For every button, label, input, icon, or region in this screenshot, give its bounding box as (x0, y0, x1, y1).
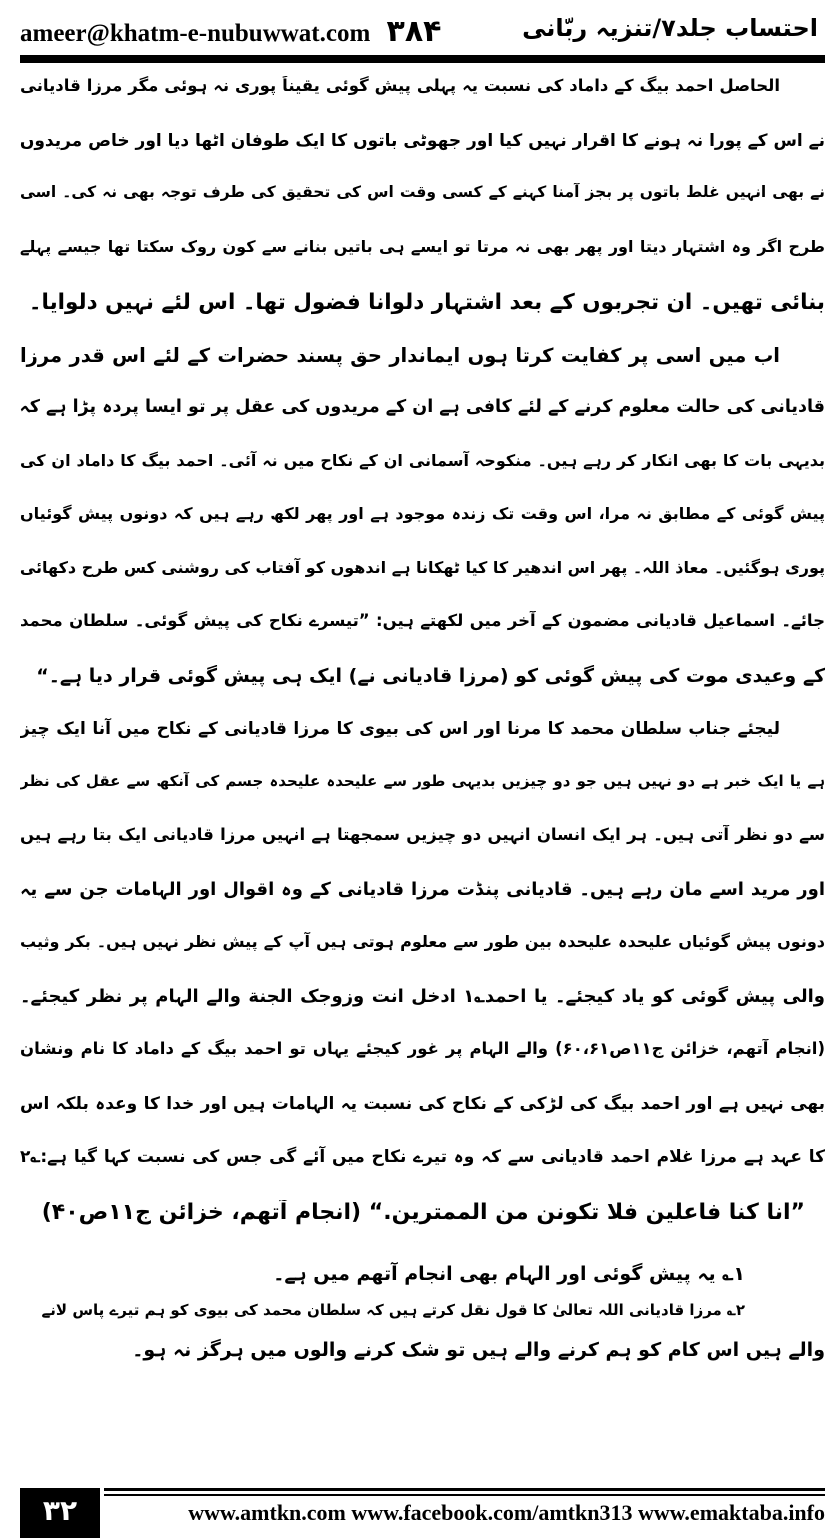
text-line: اور مرید اسے مان رہے ہیں۔ قادیانی پنڈت مرزا قادیانی کے وہ اقوال اور الہامات جن سے یہ (20, 878, 825, 900)
text-line: بھی نہیں ہے اور احمد بیگ کی لڑکی کے نکاح کی نسبت یہ الہامات ہیں اور خدا کا وعدہ بلکہ اس (20, 1093, 825, 1114)
text-line: پیش گوئی کے مطابق نہ مرا، اس وقت تک زندہ موجود ہے اور پھر لکھ رہے ہیں کہ دونوں پیش گوئیاں (20, 504, 825, 523)
text-line: نے اس کے پورا نہ ہونے کا اقرار نہیں کیا اور جھوٹی باتوں کا ایک طوفان اٹھا دیا اور خاص مریدوں (20, 130, 825, 151)
text-line: قادیانی کی حالت معلوم کرنے کے لئے کافی ہے ان کے مریدوں کی عقل پر تو ایسا پردہ پڑا ہے کہ (20, 397, 825, 417)
text-line: (انجام آتھم، خزائن ج۱۱ص۶۰،۶۱) والے الہام پر غور کیجئے یہاں تو احمد بیگ کے داماد کا نام ونشان (20, 1039, 825, 1058)
footer-rule (104, 1494, 825, 1496)
text-line: کا عہد ہے مرزا غلام احمد قادیانی سے کہ وہ تیرے نکاح میں آئے گی جس کی نسبت کہا گیا ہے:؎۲ (20, 1147, 825, 1167)
footnote-2: ۲؎ مرزا قادیانی اللہ تعالیٰ کا قول نقل کرتے ہیں کہ سلطان محمد کی بیوی کو ہم تیرے پاس لانے (41, 1301, 745, 1319)
page-footer (20, 1488, 825, 1538)
text-line: ہے یا ایک خبر ہے دو نہیں ہیں جو دو چیزیں بدیہی طور سے علیحدہ علیحدہ جسم کی آنکھ سے عقل کی نظر (20, 771, 825, 790)
header-rule (20, 55, 825, 63)
text-line: سے دو نظر آتی ہیں۔ ہر ایک انسان انہیں دو چیزیں سمجھتا ہے انہیں مرزا قادیانی ایک بتا رہے ہیں (20, 825, 825, 844)
footer-rule (104, 1488, 825, 1491)
text-line: اب میں اسی پر کفایت کرتا ہوں ایماندار حق پسند حضرات کے لئے اس قدر مرزا (20, 343, 780, 367)
footnote-2-continued: والے ہیں اس کام کو ہم کرنے والے ہیں تو شک کرنے والوں میں ہرگز نہ ہو۔ (132, 1339, 825, 1361)
header-email: ameer@khatm-e-nubuwwat.com (20, 20, 371, 47)
text-line: نے بھی انہیں غلط باتوں پر بجز آمنا کہنے کے کسی وقت اس کی تحقیق کی طرف توجہ بھی نہ کی۔ اسی (20, 183, 825, 201)
footnote-1: ۱؎ یہ پیش گوئی اور الہام بھی انجام آتھم میں ہے۔ (273, 1263, 745, 1285)
text-line: بدیہی بات کا بھی انکار کر رہے ہیں۔ منکوحہ آسمانی ان کے نکاح میں نہ آئی۔ احمد بیگ کا داماد ان کی (20, 450, 825, 470)
quote-line: ”انا کنا فاعلین فلا تکونن من الممترین.“ (انجام آتھم، خزائن ج۱۱ص۴۰) (41, 1199, 805, 1225)
header-book-title: احتساب جلد۷/تنزیہ ربّانی (522, 14, 818, 42)
text-line: لیجئے جناب سلطان محمد کا مرنا اور اس کی بیوی کا مرزا قادیانی کے نکاح میں آنا ایک چیز (20, 719, 780, 739)
text-line: والی پیش گوئی کو یاد کیجئے۔ یا احمد؎۱ ادخل انت وزوجک الجنة والے الہام پر نظر کیجئے۔ (20, 985, 825, 1007)
body-text (20, 76, 825, 1377)
header-page-number: ۳۸۴ (386, 14, 442, 49)
text-line: جائے۔ اسماعیل قادیانی مضمون کے آخر میں لکھتے ہیں: ”تیسرے نکاح کی پیش گوئی۔ سلطان محمد (20, 611, 825, 630)
header-left (20, 14, 441, 49)
text-line: کے وعیدی موت کی پیش گوئی کو (مرزا قادیانی نے) ایک ہی پیش گوئی قرار دیا ہے۔“ (36, 664, 825, 687)
text-line: پوری ہوگئیں۔ معاذ اللہ۔ پھر اس اندھیر کا کیا ٹھکانا ہے اندھوں کو آفتاب کی روشنی کس طرح دکھائی (20, 557, 825, 577)
text-line: الحاصل احمد بیگ کے داماد کی نسبت یہ پہلی پیش گوئی یقیناً پوری نہ ہوئی مگر مرزا قادیانی (20, 76, 780, 95)
footer-urls: www.amtkn.com www.facebook.com/amtkn313 www.emaktaba.info (188, 1500, 825, 1525)
text-line: بنائی تھیں۔ ان تجربوں کے بعد اشتہار دلوانا فضول تھا۔ اس لئے نہیں دلوایا۔ (28, 290, 825, 315)
footer-page-number: ۳۲ (20, 1488, 100, 1538)
text-line: دونوں پیش گوئیاں علیحدہ علیحدہ بین طور سے معلوم ہوتی ہیں آپ کے پیش نظر نہیں ہیں۔ بکر وثیب (20, 932, 825, 951)
text-line: طرح اگر وہ اشتہار دیتا اور پھر بھی نہ مرتا تو ایسے ہی باتیں بنانے سے کون روک سکتا تھا جیسے پہلے (20, 236, 825, 256)
